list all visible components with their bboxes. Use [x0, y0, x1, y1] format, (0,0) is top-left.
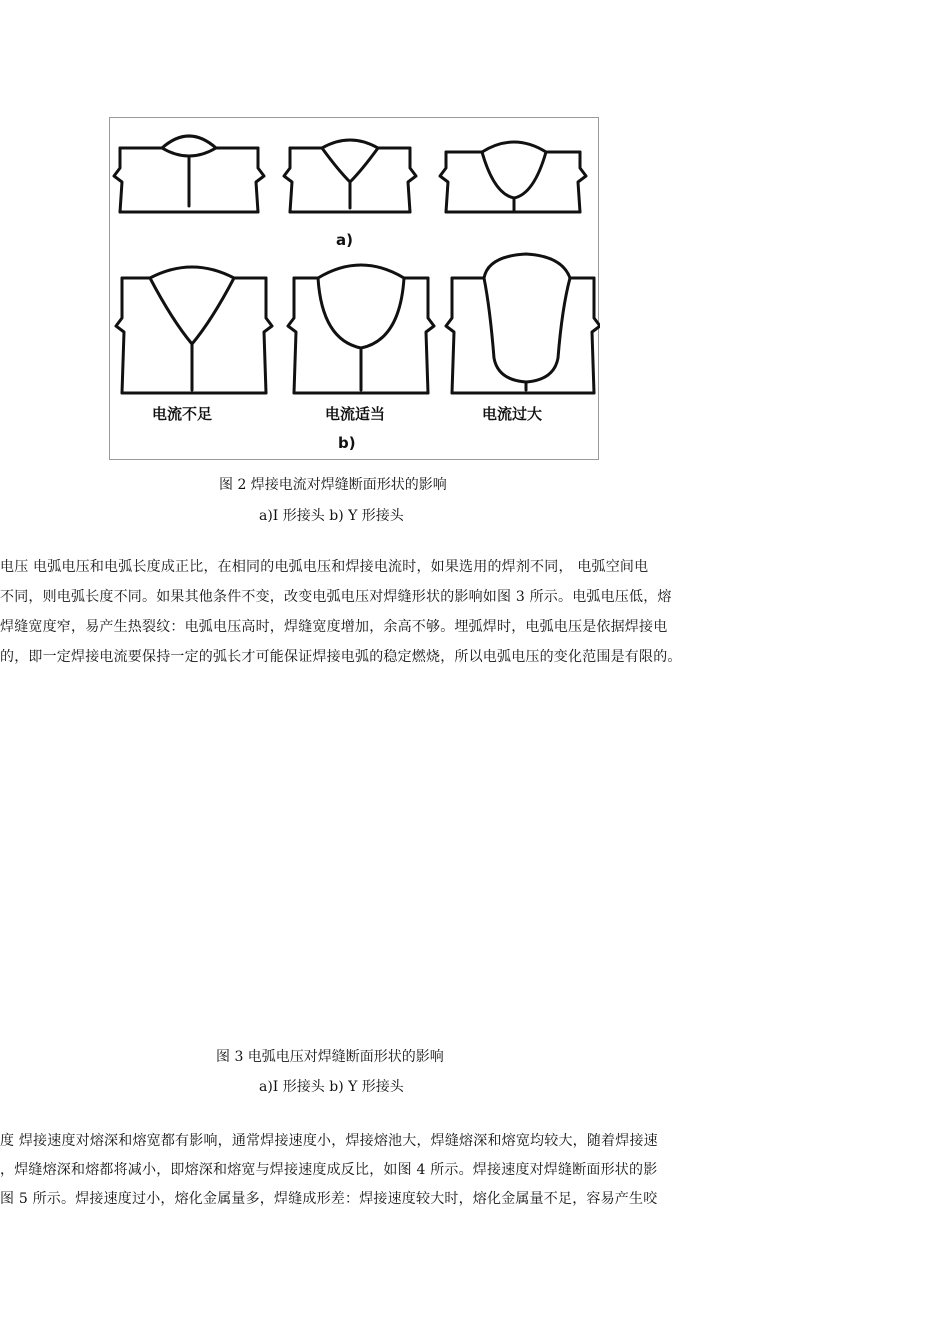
paragraph-1-line-2: 不同，则电弧长度不同。如果其他条件不变，改变电弧电压对焊缝形状的影响如图 3 所示。电弧电压低，熔: [0, 589, 672, 605]
diagram-b3: [446, 254, 600, 393]
paragraph-1-line-4: 的，即一定焊接电流要保持一定的弧长才可能保证焊接电弧的稳定燃烧，所以电弧电压的变化范围是有限的。: [0, 649, 682, 665]
diagram-b2: [288, 265, 434, 393]
figure-2-caption-title: 图 2 焊接电流对焊缝断面形状的影响: [219, 477, 447, 493]
panel-a-label: a): [336, 231, 353, 249]
figure-2-image: [109, 117, 599, 460]
paragraph-1-line-1: 电压 电弧电压和电弧长度成正比，在相同的电弧电压和焊接电流时，如果选用的焊剂不同， 电弧空间电: [0, 559, 649, 575]
label-current-high: 电流过大: [482, 405, 543, 423]
figure-3-caption-title: 图 3 电弧电压对焊缝断面形状的影响: [216, 1049, 444, 1065]
paragraph-2-line-1: 度 焊接速度对熔深和熔宽都有影响，通常焊接速度小，焊接熔池大，焊缝熔深和熔宽均较大，随着焊接速: [0, 1133, 658, 1149]
diagram-a3: [440, 142, 586, 212]
diagram-a2: [284, 140, 416, 212]
paragraph-2-line-2: ，焊缝熔深和熔都将减小，即熔深和熔宽与焊接速度成反比，如图 4 所示。焊接速度对焊缝断面形状的影: [0, 1162, 658, 1178]
label-current-low: 电流不足: [152, 405, 213, 423]
paragraph-2-line-3: 图 5 所示。焊接速度过小，熔化金属量多，焊缝成形差：焊接速度较大时，熔化金属量不足，容易产生咬: [0, 1191, 658, 1207]
figure-3-caption-sub: a)I 形接头 b) Y 形接头: [259, 1079, 404, 1095]
diagram-b1: [116, 267, 272, 393]
figure-2-caption-sub: a)I 形接头 b) Y 形接头: [259, 508, 404, 524]
label-current-proper: 电流适当: [325, 405, 386, 423]
panel-b-label: b): [338, 434, 356, 452]
diagram-a1: [114, 136, 264, 212]
paragraph-1-line-3: 焊缝宽度窄，易产生热裂纹：电弧电压高时，焊缝宽度增加，余高不够。埋弧焊时，电弧电压是依据焊接电: [0, 619, 668, 635]
